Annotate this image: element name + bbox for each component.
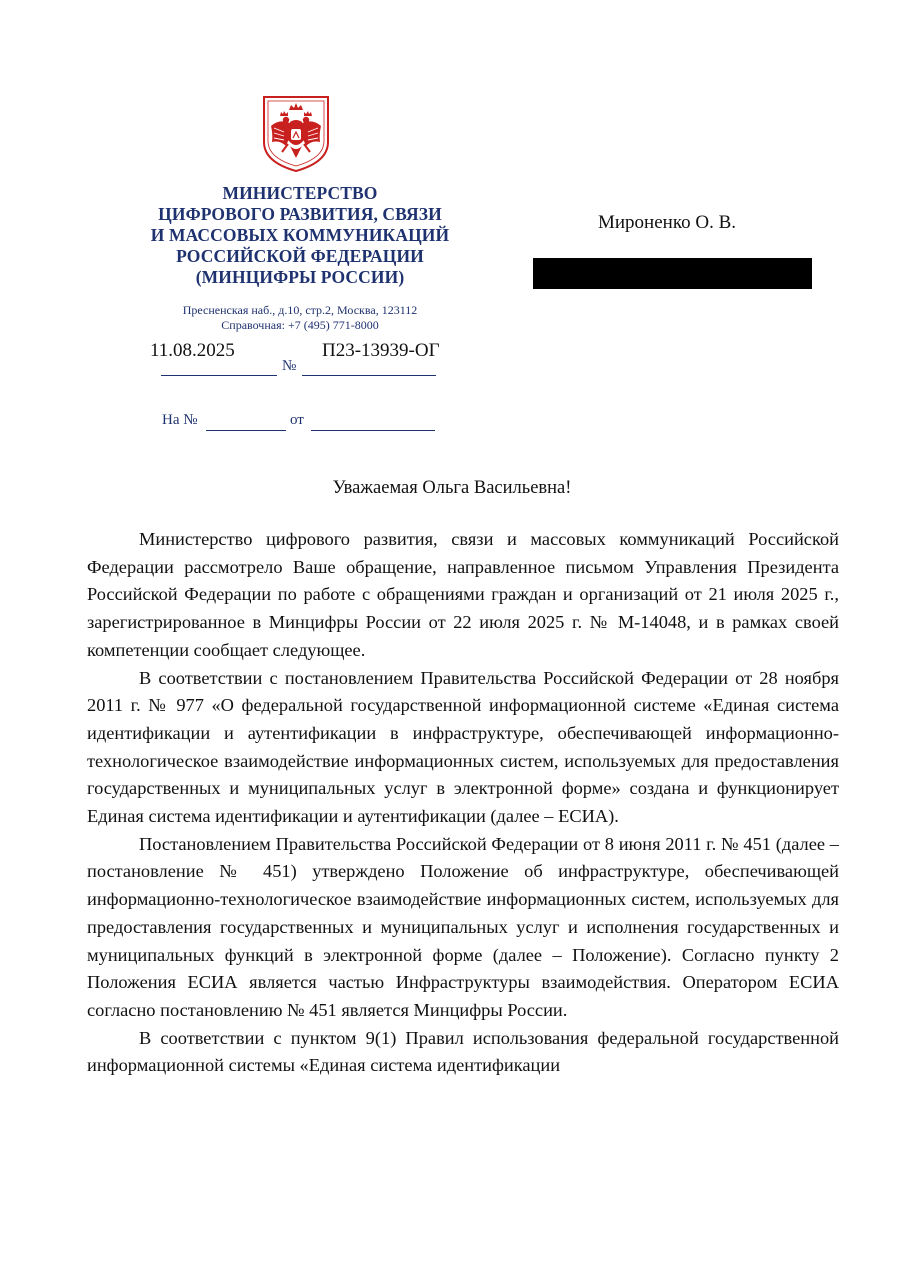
ministry-address — [130, 303, 470, 332]
ministry-line: РОССИЙСКОЙ ФЕДЕРАЦИИ — [176, 246, 424, 266]
ref-number-label: На № — [162, 412, 198, 428]
ref-number-underline — [206, 430, 286, 431]
ministry-line: И МАССОВЫХ КОММУНИКАЦИЙ — [150, 225, 450, 245]
paragraph: Постановлением Правительства Российской Федерации от 8 июня 2011 г. № 451 (далее – постановление № 451) утверждено Положение об инфраструктуре, обеспечивающей информационно-технологическое взаимодействие информационных систем, используемых для предоставления государственных и муниципальных услуг и исполнения государственных и муниципальных функций в электронной форме (далее – Положение). Согласно пункту 2 Положения ЕСИА является частью Инфраструктуры взаимодействия. Оператором ЕСИА согласно постановлению № 451 является Минцифры России. — [87, 833, 839, 1020]
phone-line: Справочная: +7 (495) 771-8000 — [221, 317, 379, 332]
registration-number: П23-13939-ОГ — [322, 340, 440, 361]
number-sign: № — [282, 358, 297, 374]
letter-body — [87, 526, 839, 1080]
ministry-line: (МИНЦИФРЫ РОССИИ) — [195, 267, 405, 287]
greeting: Уважаемая Ольга Васильевна! — [332, 478, 572, 498]
paragraph: В соответствии с постановлением Правительства Российской Федерации от 28 ноября 2011 г. № 977 «О федеральной государственной информационной системе «Единая система идентификации и аутентификации в инфраструктуре, обеспечивающей информационно-технологическое взаимодействие информационных систем, используемых для предоставления государственных и муниципальных услуг в электронной форме» создана и функционирует Единая система идентификации и аутентификации (далее – ЕСИА). — [87, 667, 839, 827]
ministry-line: МИНИСТЕРСТВО — [222, 183, 378, 203]
ref-date-underline — [311, 430, 435, 431]
redaction-block — [533, 258, 812, 289]
ref-from-label: от — [290, 412, 304, 428]
address-line: Пресненская наб., д.10, стр.2, Москва, 123112 — [182, 303, 418, 317]
paragraph: Министерство цифрового развития, связи и массовых коммуникаций Российской Федерации рассмотрело Ваше обращение, направленное письмом Управления Президента Российской Федерации по работе с обращениями граждан и организаций от 21 июля 2025 г., зарегистрированное в Минцифры России от 22 июля 2025 г. № М-14048, и в рамках своей компетенции сообщает следующее. — [87, 529, 839, 660]
ministry-line: ЦИФРОВОГО РАЗВИТИЯ, СВЯЗИ — [158, 204, 442, 224]
russian-coat-of-arms-icon — [262, 96, 330, 172]
registration-date: 11.08.2025 — [150, 340, 235, 361]
date-underline — [161, 375, 277, 376]
number-underline — [302, 375, 436, 376]
addressee-name: Мироненко О. В. — [598, 212, 736, 233]
ministry-name — [130, 183, 470, 288]
paragraph: В соответствии с пунктом 9(1) Правил использования федеральной государственной информационной системы «Единая система идентификации — [87, 1027, 839, 1076]
